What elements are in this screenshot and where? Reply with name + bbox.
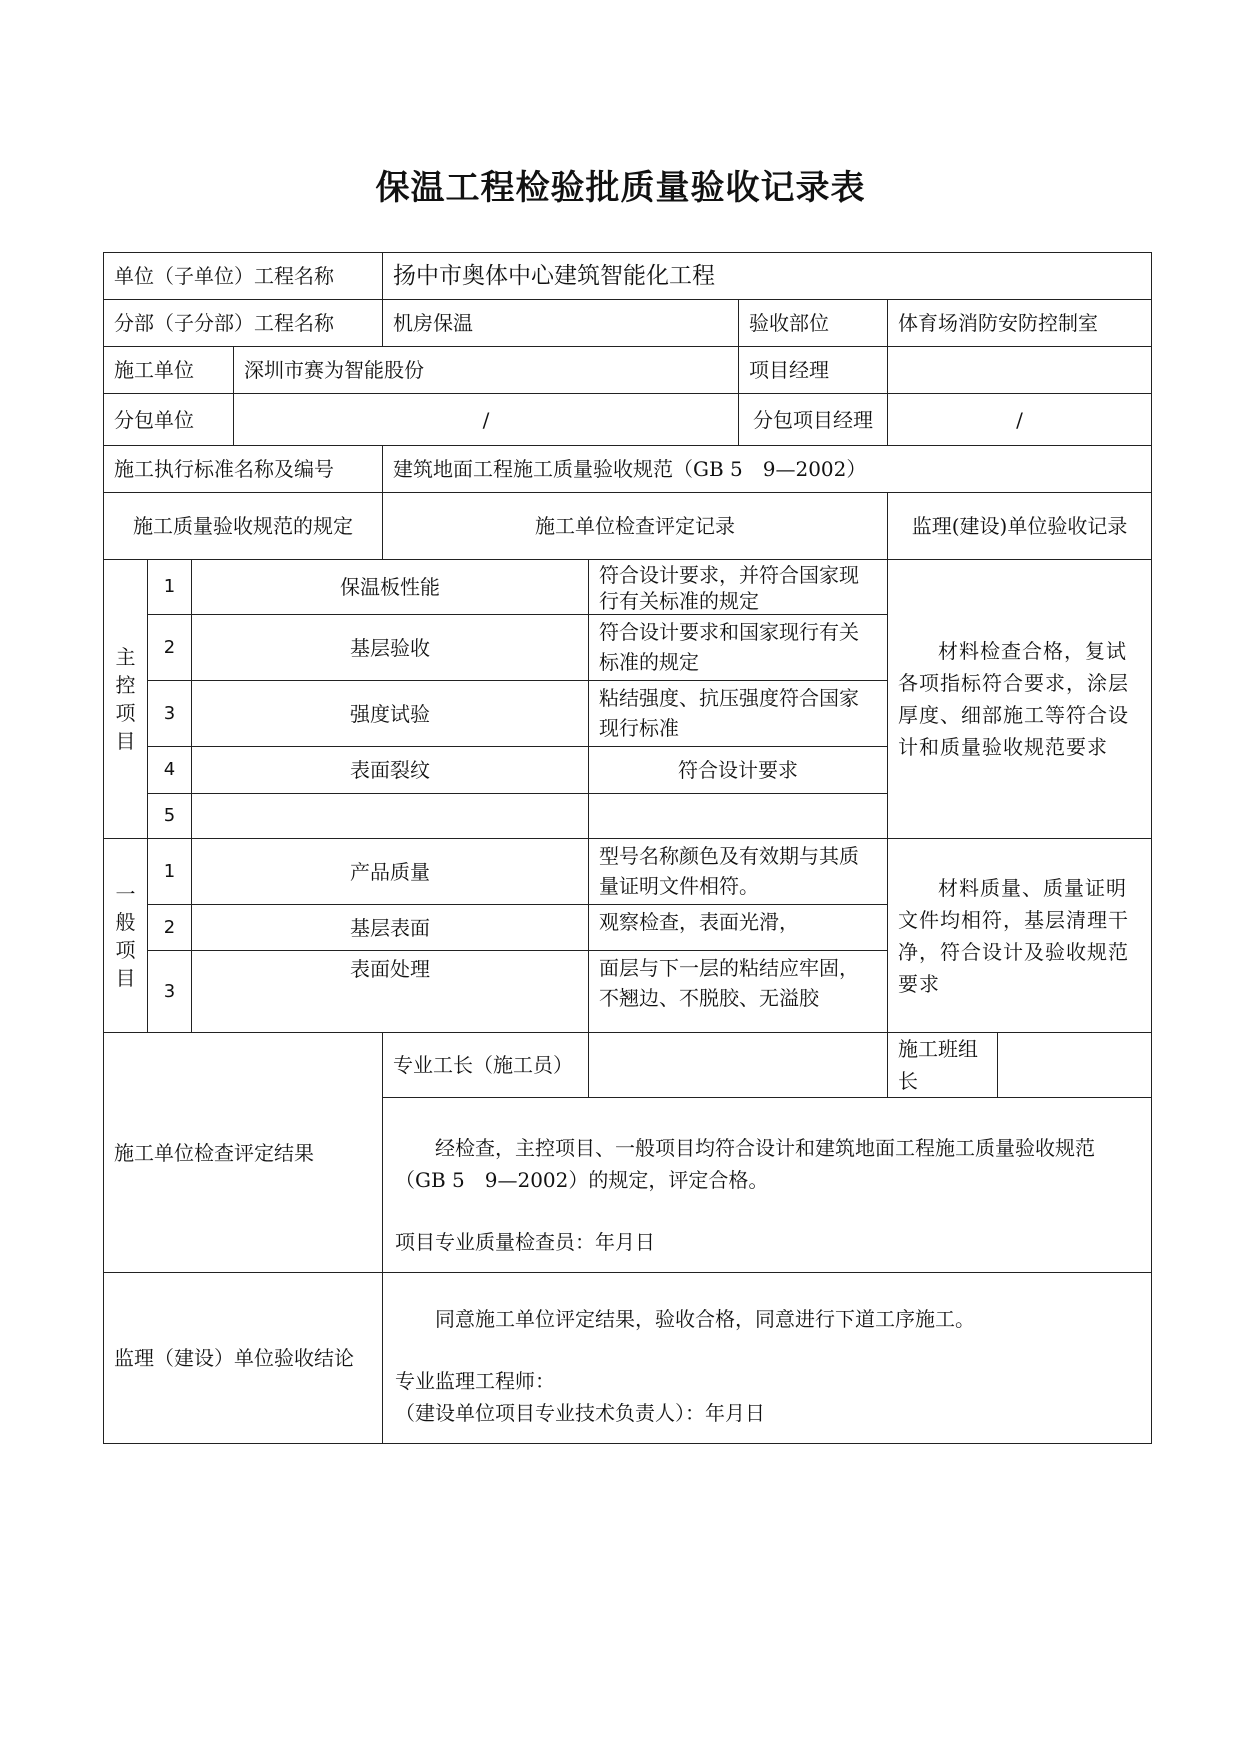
standard-label: 施工执行标准名称及编号 [104,446,383,493]
position-label: 验收部位 [739,300,888,347]
header-row-unit [104,253,1152,300]
check-column-header: 施工单位检查评定记录 [383,493,888,560]
item-check-record: 粘结强度、抗压强度符合国家现行标准 [589,681,888,747]
standard-value: 建筑地面工程施工质量验收规范（GB 5 9—2002） [383,446,1152,493]
item-check-record: 型号名称颜色及有效期与其质量证明文件相符。 [589,839,888,905]
item-number: 2 [148,615,192,681]
team-leader-label: 施工班组长 [888,1033,998,1098]
header-row-contractor [104,347,1152,394]
main-items-label: 主 控 项 目 [104,560,148,839]
item-check-record: 观察检查，表面光滑， [589,905,888,951]
spec-column-header: 施工质量验收规范的规定 [104,493,383,560]
item-name: 产品质量 [192,839,589,905]
supervision-result-text: 同意施工单位评定结果，验收合格，同意进行下道工序施工。 [435,1307,975,1331]
manager-label: 项目经理 [739,347,888,394]
subcontract-value: / [234,394,739,446]
item-name [192,794,589,839]
team-leader-value [998,1033,1152,1098]
item-name: 保温板性能 [192,560,589,615]
item-name: 表面处理 [192,951,589,1033]
supervision-engineer-line: 专业监理工程师： [395,1369,555,1393]
column-header-row [104,493,1152,560]
sub-manager-label: 分包项目经理 [739,394,888,446]
item-number: 5 [148,794,192,839]
supervision-result-row [104,1273,1152,1444]
header-row-sub [104,300,1152,347]
owner-representative-line: （建设单位项目专业技术负责人）：年月日 [395,1401,765,1425]
foreman-value [589,1033,888,1098]
quality-inspector-line: 项目专业质量检查员：年月日 [395,1230,655,1254]
item-name: 基层验收 [192,615,589,681]
supervision-result-label: 监理（建设）单位验收结论 [104,1273,383,1444]
contractor-result-label: 施工单位检查评定结果 [104,1033,383,1273]
header-row-standard [104,446,1152,493]
item-number: 3 [148,951,192,1033]
item-number: 3 [148,681,192,747]
header-row-subcontract [104,394,1152,446]
item-check-record: 符合设计要求和国家现行有关标准的规定 [589,615,888,681]
contractor-result-text: 经检查，主控项目、一般项目均符合设计和建筑地面工程施工质量验收规范（GB 5 9—2002）的规定，评定合格。 [395,1136,1095,1192]
unit-value: 扬中市奥体中心建筑智能化工程 [383,253,1152,300]
item-name: 基层表面 [192,905,589,951]
document-title: 保温工程检验批质量验收记录表 [375,168,866,208]
general-items-supervision-record: 材料质量、质量证明文件均相符，基层清理干净，符合设计及验收规范要求 [888,839,1152,1033]
sub-value: 机房保温 [383,300,739,347]
item-check-record: 符合设计要求，并符合国家现行有关标准的规定 [589,560,888,615]
position-value: 体育场消防安防控制室 [888,300,1152,347]
foreman-label: 专业工长（施工员） [383,1033,589,1098]
supervision-column-header: 监理(建设)单位验收记录 [888,493,1152,560]
main-item-row [104,560,1152,615]
subcontract-label: 分包单位 [104,394,234,446]
item-name: 强度试验 [192,681,589,747]
supervision-result-content [383,1273,1152,1444]
foreman-row [104,1033,1152,1098]
item-name: 表面裂纹 [192,747,589,794]
item-number: 1 [148,839,192,905]
item-check-record: 符合设计要求 [589,747,888,794]
item-number: 4 [148,747,192,794]
sub-label: 分部（子分部）工程名称 [104,300,383,347]
general-item-row [104,839,1152,905]
contractor-value: 深圳市赛为智能股份 [234,347,739,394]
item-check-record [589,794,888,839]
contractor-result-content [383,1098,1152,1273]
sub-manager-value: / [888,394,1152,446]
inspection-form-table [103,252,1152,1444]
item-check-record: 面层与下一层的粘结应牢固，不翘边、不脱胶、无溢胶 [589,951,888,1033]
general-items-label: 一 般 项 目 [104,839,148,1033]
main-items-supervision-record: 材料检查合格，复试各项指标符合要求，涂层厚度、细部施工等符合设计和质量验收规范要求 [888,560,1152,839]
item-number: 2 [148,905,192,951]
item-number: 1 [148,560,192,615]
contractor-label: 施工单位 [104,347,234,394]
manager-value [888,347,1152,394]
unit-label: 单位（子单位）工程名称 [104,253,383,300]
